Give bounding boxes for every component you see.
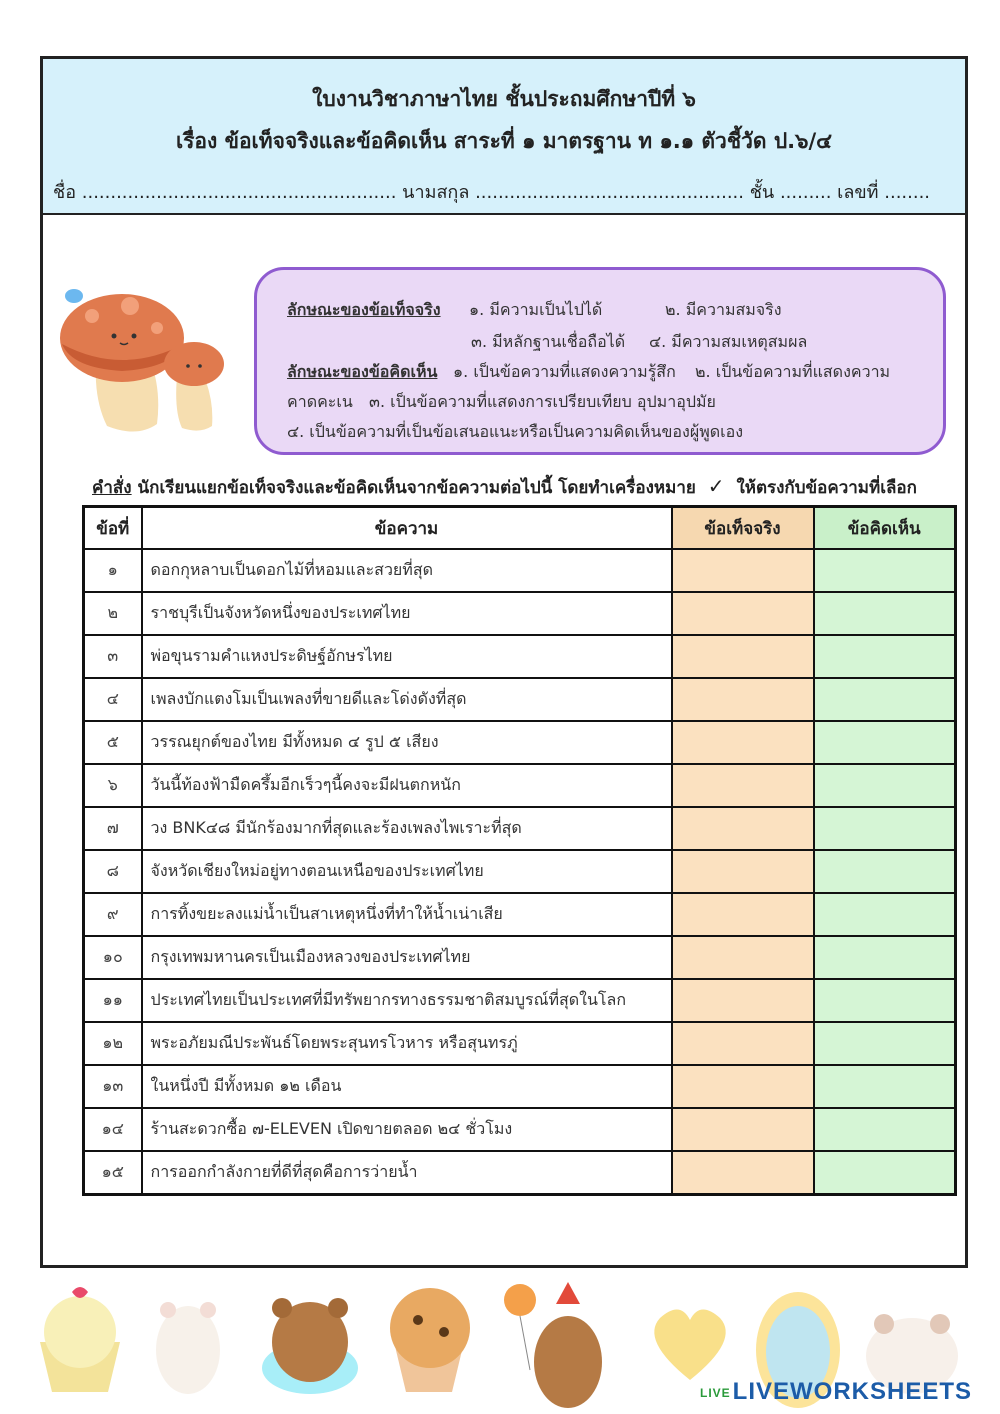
fact-answer-cell[interactable] bbox=[672, 592, 814, 635]
fact-answer-cell[interactable] bbox=[672, 635, 814, 678]
heart-sun-icon bbox=[654, 1309, 725, 1380]
liveworksheets-logo bbox=[700, 1378, 972, 1406]
worksheet-subtitle: เรื่อง ข้อเท็จจริงและข้อคิดเห็น สาระที่ ๑ มาตรฐาน ท ๑.๑ ตัวชี้วัด ป.๖/๔ bbox=[175, 129, 833, 153]
logo-text: LIVEWORKSHEETS bbox=[732, 1378, 973, 1405]
fact-answer-cell[interactable] bbox=[672, 893, 814, 936]
mushroom-illustration bbox=[52, 276, 232, 436]
fact-answer-cell[interactable] bbox=[672, 936, 814, 979]
row-statement: การออกกำลังกายที่ดีที่สุดคือการว่ายน้ำ bbox=[142, 1151, 672, 1195]
table-row bbox=[84, 850, 956, 893]
opinion-item-4: ๔. เป็นข้อความที่เป็นข้อเสนอแนะหรือเป็นความคิดเห็นของผู้พูดเอง bbox=[287, 422, 744, 441]
party-bear-icon bbox=[504, 1282, 602, 1408]
row-statement: ดอกกุหลาบเป็นดอกไม้ที่หอมและสวยที่สุด bbox=[142, 549, 672, 592]
fact-answer-cell[interactable] bbox=[672, 549, 814, 592]
header-num: ข้อที่ bbox=[84, 507, 142, 550]
fact-answer-cell[interactable] bbox=[672, 1065, 814, 1108]
check-mark-icon: ✓ bbox=[707, 474, 725, 498]
row-number: ๔ bbox=[84, 678, 142, 721]
classification-table bbox=[82, 505, 957, 1196]
row-number: ๙ bbox=[84, 893, 142, 936]
table-row bbox=[84, 807, 956, 850]
row-number: ๑ bbox=[84, 549, 142, 592]
instruction-text-end: ให้ตรงกับข้อความที่เลือก bbox=[736, 478, 917, 498]
opinion-answer-cell[interactable] bbox=[814, 807, 956, 850]
row-statement: พระอภัยมณีประพันธ์โดยพระสุนทรโวหาร หรือสุนทรภู่ bbox=[142, 1022, 672, 1065]
row-number: ๑๑ bbox=[84, 979, 142, 1022]
row-statement: วันนี้ท้องฟ้ามืดครึ้มอีกเร็วๆนี้คงจะมีฝนตกหนัก bbox=[142, 764, 672, 807]
worksheet-title: ใบงานวิชาภาษาไทย ชั้นประถมศึกษาปีที่ ๖ bbox=[312, 87, 696, 111]
opinion-answer-cell[interactable] bbox=[814, 549, 956, 592]
opinion-answer-cell[interactable] bbox=[814, 893, 956, 936]
opinion-answer-cell[interactable] bbox=[814, 979, 956, 1022]
row-statement: เพลงบักแตงโมเป็นเพลงที่ขายดีและโด่งดังที่สุด bbox=[142, 678, 672, 721]
table-row bbox=[84, 893, 956, 936]
logo-badge: LIVE bbox=[700, 1385, 731, 1400]
row-statement: ราชบุรีเป็นจังหวัดหนึ่งของประเทศไทย bbox=[142, 592, 672, 635]
fact-item-3: ๓. มีหลักฐานเชื่อถือได้ bbox=[471, 332, 626, 351]
header-fact: ข้อเท็จจริง bbox=[672, 507, 814, 550]
row-statement: วง BNK๔๘ มีนักร้องมากที่สุดและร้องเพลงไพเราะที่สุด bbox=[142, 807, 672, 850]
instruction-label: คำสั่ง bbox=[92, 478, 132, 498]
opinion-answer-cell[interactable] bbox=[814, 678, 956, 721]
header-opinion: ข้อคิดเห็น bbox=[814, 507, 956, 550]
table-row bbox=[84, 979, 956, 1022]
opinion-answer-cell[interactable] bbox=[814, 721, 956, 764]
fact-answer-cell[interactable] bbox=[672, 807, 814, 850]
opinion-answer-cell[interactable] bbox=[814, 1151, 956, 1195]
opinion-answer-cell[interactable] bbox=[814, 764, 956, 807]
row-number: ๑๒ bbox=[84, 1022, 142, 1065]
instruction-line bbox=[92, 474, 917, 501]
table-row bbox=[84, 1022, 956, 1065]
characteristics-box bbox=[254, 267, 946, 455]
opinion-item-2: ๒. เป็นข้อความที่แสดงความ bbox=[695, 362, 891, 381]
table-row bbox=[84, 635, 956, 678]
row-number: ๕ bbox=[84, 721, 142, 764]
row-number: ๑๔ bbox=[84, 1108, 142, 1151]
row-number: ๑๐ bbox=[84, 936, 142, 979]
row-statement: การทิ้งขยะลงแม่น้ำเป็นสาเหตุหนึ่งที่ทำให้น้ำเน่าเสีย bbox=[142, 893, 672, 936]
header-statement: ข้อความ bbox=[142, 507, 672, 550]
row-statement: พ่อขุนรามคำแหงประดิษฐ์อักษรไทย bbox=[142, 635, 672, 678]
opinion-answer-cell[interactable] bbox=[814, 1065, 956, 1108]
row-number: ๗ bbox=[84, 807, 142, 850]
opinion-item-2-cont: คาดคะเน bbox=[287, 392, 353, 411]
fact-answer-cell[interactable] bbox=[672, 850, 814, 893]
table-row bbox=[84, 1065, 956, 1108]
fact-answer-cell[interactable] bbox=[672, 1151, 814, 1195]
fact-item-2: ๒. มีความสมจริง bbox=[665, 300, 782, 319]
table-row bbox=[84, 936, 956, 979]
row-number: ๘ bbox=[84, 850, 142, 893]
row-statement: ประเทศไทยเป็นประเทศที่มีทรัพยากรทางธรรมชาติสมบูรณ์ที่สุดในโลก bbox=[142, 979, 672, 1022]
muffin-icon bbox=[390, 1288, 470, 1392]
table-row bbox=[84, 764, 956, 807]
opinion-item-1: ๑. เป็นข้อความที่แสดงความรู้สึก bbox=[453, 362, 676, 381]
row-statement: ในหนึ่งปี มีทั้งหมด ๑๒ เดือน bbox=[142, 1065, 672, 1108]
white-bear-icon bbox=[156, 1302, 220, 1394]
opinion-answer-cell[interactable] bbox=[814, 592, 956, 635]
row-number: ๑๕ bbox=[84, 1151, 142, 1195]
opinion-answer-cell[interactable] bbox=[814, 1108, 956, 1151]
row-statement: ร้านสะดวกซื้อ ๗-ELEVEN เปิดขายตลอด ๒๔ ชั่วโมง bbox=[142, 1108, 672, 1151]
opinion-heading: ลักษณะของข้อคิดเห็น bbox=[287, 362, 438, 381]
table-row bbox=[84, 1108, 956, 1151]
fact-heading: ลักษณะของข้อเท็จจริง bbox=[287, 300, 441, 319]
fact-item-1: ๑. มีความเป็นไปได้ bbox=[469, 300, 603, 319]
fact-answer-cell[interactable] bbox=[672, 678, 814, 721]
opinion-answer-cell[interactable] bbox=[814, 635, 956, 678]
fact-answer-cell[interactable] bbox=[672, 979, 814, 1022]
row-number: ๒ bbox=[84, 592, 142, 635]
fact-answer-cell[interactable] bbox=[672, 1108, 814, 1151]
opinion-answer-cell[interactable] bbox=[814, 936, 956, 979]
row-number: ๑๓ bbox=[84, 1065, 142, 1108]
fact-answer-cell[interactable] bbox=[672, 1022, 814, 1065]
table-header-row bbox=[84, 507, 956, 550]
table-row bbox=[84, 592, 956, 635]
row-statement: จังหวัดเชียงใหม่อยู่ทางตอนเหนือของประเทศไทย bbox=[142, 850, 672, 893]
fact-answer-cell[interactable] bbox=[672, 764, 814, 807]
fact-answer-cell[interactable] bbox=[672, 721, 814, 764]
row-statement: วรรณยุกต์ของไทย มีทั้งหมด ๔ รูป ๕ เสียง bbox=[142, 721, 672, 764]
table-row bbox=[84, 549, 956, 592]
table-row bbox=[84, 1151, 956, 1195]
student-name-line[interactable]: ชื่อ ....................................................... นามสกุล ............................................... ชั้น ......... เลขที่ ........ bbox=[53, 182, 931, 203]
brown-bear-icon bbox=[262, 1298, 358, 1394]
opinion-item-3: ๓. เป็นข้อความที่แสดงการเปรียบเทียบ อุปมาอุปมัย bbox=[369, 392, 716, 411]
row-number: ๖ bbox=[84, 764, 142, 807]
instruction-text: นักเรียนแยกข้อเท็จจริงและข้อคิดเห็นจากข้อความต่อไปนี้ โดยทำเครื่องหมาย bbox=[137, 478, 696, 498]
row-statement: กรุงเทพมหานครเป็นเมืองหลวงของประเทศไทย bbox=[142, 936, 672, 979]
worksheet-header bbox=[43, 59, 965, 215]
cupcake-icon bbox=[40, 1287, 120, 1392]
table-row bbox=[84, 721, 956, 764]
table-row bbox=[84, 678, 956, 721]
row-number: ๓ bbox=[84, 635, 142, 678]
fact-item-4: ๔. มีความสมเหตุสมผล bbox=[649, 332, 808, 351]
opinion-answer-cell[interactable] bbox=[814, 850, 956, 893]
opinion-answer-cell[interactable] bbox=[814, 1022, 956, 1065]
